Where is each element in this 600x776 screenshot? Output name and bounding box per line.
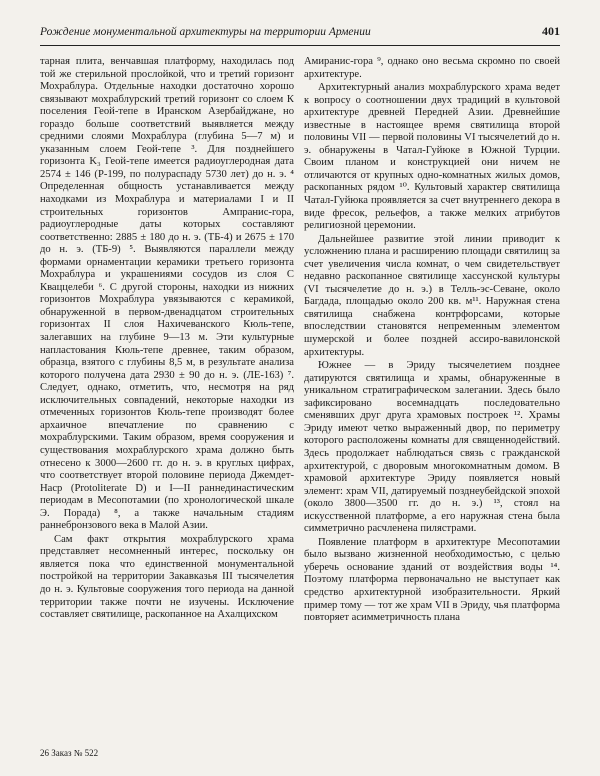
paragraph: Архитектурный анализ мохраблурского храма ведет к вопросу о соотношении двух традиций в культовой архитектуре древней Передней Азии. Древнейшие известные в настоящее время святилища второй половины VII — первой половины VI тысячелетий до н. э. обнаружены в Чатал-Гуйюке в Южной Турции. Своим планом и конструкцией они ничем не отличаются от крупных одно-комнатных жилых домов, раскопанных рядом ¹⁰. Культовый характер святилища Чатал-Гуйюка проявляется за счет внутреннего декора в виде фресок, рельефов, а также мелких атрибутов религиозной церемонии. bbox=[304, 82, 560, 232]
running-header bbox=[40, 24, 560, 42]
paragraph: Южнее — в Эриду тысячелетием позднее датируются святилища и храмы, обнаруженные в уникальном стратиграфическом залегании. Здесь было зафиксировано восемнадцать последовательно сменявших друг друга храмовых построек ¹². Храмы Эриду имеют четко выраженный двор, по периметру которого расположены комнаты для священнодействий. Здесь продолжает наблюдаться связь с гражданской архитектурой, с дворовым многокомнатным домом. В храмовой архитектуре Эриду появляется новый элемент: храм VII, датируемый позднеубейдской эпохой (около 3800—3500 гг. до н. э.) ¹³, стоял на искусственной платформе, а его наружная стена была симметрично расчленена пилястрами. bbox=[304, 360, 560, 535]
paragraph: Дальнейшее развитие этой линии приводит к усложнению плана и расширению площади святилищ за счет увеличения числа комнат, о чем свидетельствует недавно раскопанное святилище хассунской культуры (VI тысячелетие до н. э.) в Телль-эс-Севане, около Багдада, площадью около 200 кв. м¹¹. Наружная стена святилища снабжена контрфорсами, которые впоследствии становятся непременным элементом шумерской и более поздней ассиро-вавилонской архитектуры. bbox=[304, 233, 560, 358]
right-column bbox=[304, 56, 560, 625]
paragraph: тарная плита, венчавшая платформу, находилась под той же стерильной прослойкой, что и третий горизонт Мохраблура. Отдельные находки достаточно хорошо связывают мохраблурский третий горизонт со слоем К поселения Геой-тепе в Иранском Азербайджане, но гораздо больше соответствий выявляется между средними слоями Мохраблура (глубина 5—7 м) и указанным слоем Геой-тепе ³. Для позднейшего горизонта K₃ Геой-тепе имеется радиоуглеродная дата 2574 ± 146 (Р-199, по полураспаду 5730 лет) до н. э. ⁴ Определенная общность устанавливается между находками из Мохраблура и материалами I и II строительных горизонтов Ампранис-гора, радиоуглеродные даты которых составляют соответственно: 2885 ± 180 до н. э. (ТБ-4) и 2675 ± 170 до н. э. (ТБ-9) ⁵. Выявляются параллели между формами орнаментации керамики третьего горизонта Мохраблура и украшениями сосудов из слоя С Кваццелеби ⁶. С другой стороны, находки из нижних горизонтов Мохраблура увязываются с керамикой, обнаруженной в первом-двенадцатом строительных горизонтах II слоя Нахичеванского Кюль-тепе, залегавших на глубине 9—13 м. Эти культурные напластования Кюль-тепе древнее, таким образом, образца, взятого с глубины 8,5 м, в результате анализа которого получена дата 2930 ± 90 до н. э. (ЛЕ-163) ⁷. Следует, однако, отметить, что, несмотря на ряд исключительных совпадений, некоторые находки из отмеченных горизонтов Кюль-тепе производят более архаичное впечатление по сравнению с мохраблурскими. Таким образом, время сооружения и существования мохраблурского храма должно быть отнесено к 3000—2600 гг. до н. э. в круглых цифрах, что соответствует второй половине периода Джемдет-Наср (Protoliterate D) и I—II раннединастическим периодам в Месопотамии (по хронологической шкале Э. Порада) ⁸, а также начальным стадиям раннебронзового века в Малой Азии. bbox=[40, 56, 294, 532]
page-number: 401 bbox=[542, 24, 560, 38]
paragraph: Сам факт открытия мохраблурского храма представляет несомненный интерес, поскольку он является пока что единственной монументальной постройкой на территории Закавказья III тысячелетия до н. э. Культовые сооружения того периода на данной территории также почти не изучены. Исключение составляет святилище, раскопанное на Ахалцихском bbox=[40, 533, 294, 621]
header-rule bbox=[40, 45, 560, 46]
printer-signature bbox=[40, 748, 98, 758]
paragraph: Амиранис-гора ⁹, однако оно весьма скромно по своей архитектуре. bbox=[304, 56, 560, 80]
running-title: Рождение монументальной архитектуры на территории Армении bbox=[40, 26, 371, 38]
signature-text: 26 Заказ № 522 bbox=[40, 748, 99, 758]
left-column bbox=[40, 56, 294, 622]
paragraph: Появление платформ в архитектуре Месопотамии было вызвано жизненной необходимостью, с целью уберечь основание зданий от воздействия воды ¹⁴. Поэтому платформа первоначально не выступает как средство архитектурной изобразительности. Яркий пример тому — тот же храм VII в Эриду, чья платформа повторяет асимметричность плана bbox=[304, 536, 560, 624]
